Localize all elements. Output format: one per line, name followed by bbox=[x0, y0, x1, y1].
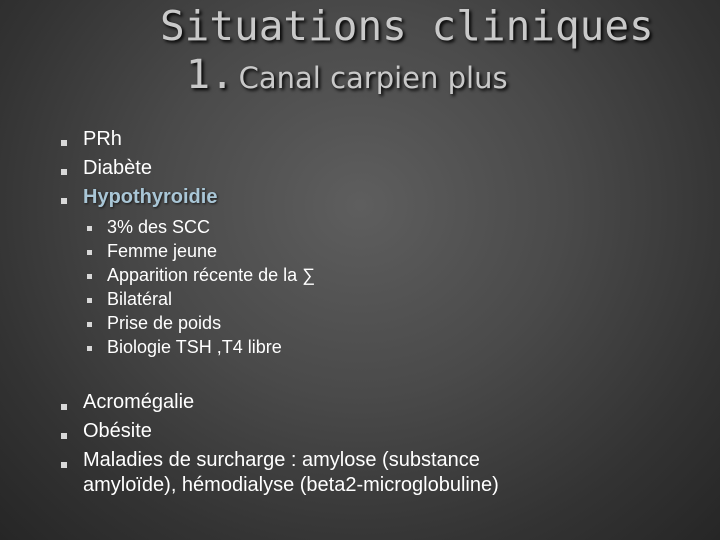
bullet-icon bbox=[87, 274, 92, 279]
sub-item: Biologie TSH ,T4 libre bbox=[107, 337, 282, 357]
title-number: 1. bbox=[186, 52, 235, 98]
title-line-1: Situations cliniques bbox=[160, 2, 654, 50]
bullet-icon bbox=[61, 198, 67, 204]
list-item-maladies-surcharge-cont: amyloïde), hémodialyse (beta2-microglobuline) bbox=[83, 474, 499, 496]
bullet-icon bbox=[87, 250, 92, 255]
sub-item: 3% des SCC bbox=[107, 217, 211, 237]
bullet-icon bbox=[87, 226, 92, 231]
sub-item: Apparition récente de la ∑ bbox=[107, 265, 315, 285]
list-item-maladies-surcharge: Maladies de surcharge : amylose (substance bbox=[83, 449, 480, 471]
list-item-diabete: Diabète bbox=[83, 157, 152, 179]
bullet-icon bbox=[61, 433, 67, 439]
title-line-2 bbox=[186, 52, 508, 98]
title-subtitle: Canal carpien plus bbox=[238, 61, 508, 95]
list-item-hypothyroidie: Hypothyroidie bbox=[83, 186, 218, 208]
sub-item: Prise de poids bbox=[107, 313, 222, 333]
bullet-icon bbox=[87, 322, 92, 327]
bullet-icon bbox=[61, 404, 67, 410]
bullet-icon bbox=[61, 140, 67, 146]
sub-item: Bilatéral bbox=[107, 289, 173, 309]
bullet-icon bbox=[61, 169, 67, 175]
bullet-icon bbox=[87, 298, 92, 303]
list-item-prh: PRh bbox=[83, 128, 122, 150]
slide-title bbox=[0, 0, 720, 105]
list-item-acromegalie: Acromégalie bbox=[83, 391, 195, 413]
bullet-icon bbox=[61, 462, 67, 468]
bullet-icon bbox=[87, 346, 92, 351]
sub-item: Femme jeune bbox=[107, 241, 218, 261]
list-item-obesite: Obésite bbox=[83, 420, 152, 442]
